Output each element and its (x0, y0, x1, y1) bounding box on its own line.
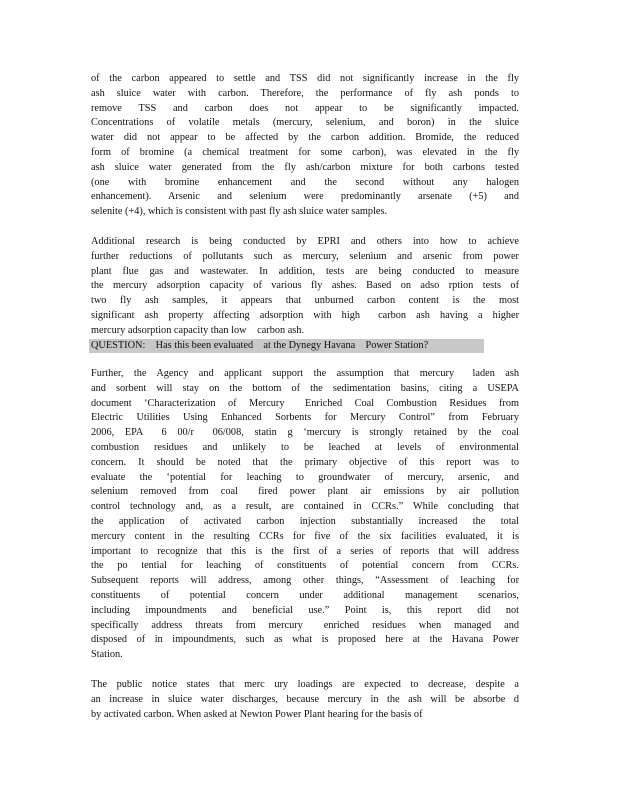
text-line: the mercury adsorption capacity of various fly ashes. Based on adso rption tests of (91, 280, 519, 292)
question-highlight: QUESTION: Has this been evaluated at the Dynegy Havana Power Station? (89, 339, 484, 353)
text-line: including impoundments and beneficial use.” Point is, this report did not (91, 604, 519, 616)
text-line: Concentrations of volatile metals (mercury, selenium, and boron) in the sluice (91, 117, 519, 129)
text-line: Electric Utilities Using Enhanced Sorbents for Mercury Control” from February (91, 412, 519, 424)
text-line: water did not appear to be affected by the carbon addition. Bromide, the reduced (91, 132, 519, 144)
text-line: the po tential for leaching of constituents of potential concern from CCRs. (91, 560, 519, 572)
text-line: significant ash property affecting adsorption with high  carbon ash having a higher (91, 309, 519, 321)
paragraph-agency-assumption (91, 367, 519, 663)
text-line: mercury adsorption capacity than low  carbon ash. (91, 324, 305, 336)
text-line: by activated carbon. When asked at Newton Power Plant hearing for the basis of (91, 708, 423, 720)
text-line: plant flue gas and wastewater. In addition, tests are being conducted to measure (91, 265, 519, 277)
text-line: Further, the Agency and applicant support the assumption that mercury  laden ash (91, 368, 519, 379)
text-line: The public notice states that merc ury loadings are expected to decrease, despite a (91, 679, 519, 690)
text-line: combustion residues and unlikely to be leached at levels of environmental (91, 441, 519, 453)
text-line: Station. (91, 649, 123, 661)
text-line: mercury content in the resulting CCRs for five of the six facilities evaluated, it is (91, 530, 519, 542)
text-line: two fly ash samples, it appears that unburned carbon content is the most (91, 295, 519, 307)
paragraph-carbon-settling (91, 72, 519, 220)
text-line: ash sluice water with carbon. Therefore, the performance of fly ash ponds to (91, 87, 519, 99)
text-line: an increase in sluice water discharges, because mercury in the ash will be absorbe d (91, 693, 519, 705)
text-line: disposed of in impoundments, such as what is proposed here at the Havana Power (91, 634, 519, 646)
text-line: the application of activated carbon injection substantially increased the total (91, 515, 519, 527)
paragraph-additional-research (91, 235, 519, 339)
paragraph-public-notice (91, 678, 519, 722)
text-line: and sorbent will stay on the bottom of the sedimentation basins, citing a USEPA (91, 382, 519, 394)
text-line: of the carbon appeared to settle and TSS did not significantly increase in the fly (91, 73, 519, 84)
text-line: selenite (+4), which is consistent with past fly ash sluice water samples. (91, 206, 388, 218)
text-line: evaluate the ‘potential for leaching to groundwater of mercury, arsenic, and (91, 471, 519, 483)
text-line: constituents of potential concern under additional management scenarios, (91, 589, 519, 601)
text-line: important to recognize that this is the first of a series of reports that will address (91, 545, 519, 557)
text-line: Subsequent reports will address, among other things, “Assessment of leaching for (91, 575, 519, 587)
text-line: ash sluice water generated from the fly ash/carbon mixture for both carbons tested (91, 161, 519, 173)
text-line: (one with bromine enhancement and the second without any halogen (91, 176, 519, 188)
text-line: remove TSS and carbon does not appear to be significantly impacted. (91, 102, 519, 114)
text-line: control technology and, as a result, are contained in CCRs.” While concluding that (91, 501, 519, 513)
text-line: document ‘Characterization of Mercury  Enriched Coal Combustion Residues from (91, 397, 519, 409)
text-line: 2006, EPA  6 00/r  06/008, statin g ‘mercury is strongly retained by the coal (91, 427, 519, 439)
text-line: specifically address threats from mercury  enriched residues when managed and (91, 619, 519, 631)
text-line: selenium removed from coal  fired power plant air emissions by air pollution (91, 486, 519, 498)
text-line: concern. It should be noted that the primary objective of this report was to (91, 456, 519, 468)
text-line: further reductions of pollutants such as mercury, selenium and arsenic from power (91, 250, 519, 262)
text-line: enhancement). Arsenic and selenium were predominantly arsenate (+5) and (91, 191, 519, 203)
text-line: Additional research is being conducted by EPRI and others into how to achieve (91, 236, 519, 247)
text-line: form of bromine (a chemical treatment for some carbon), was elevated in the fly (91, 146, 519, 158)
